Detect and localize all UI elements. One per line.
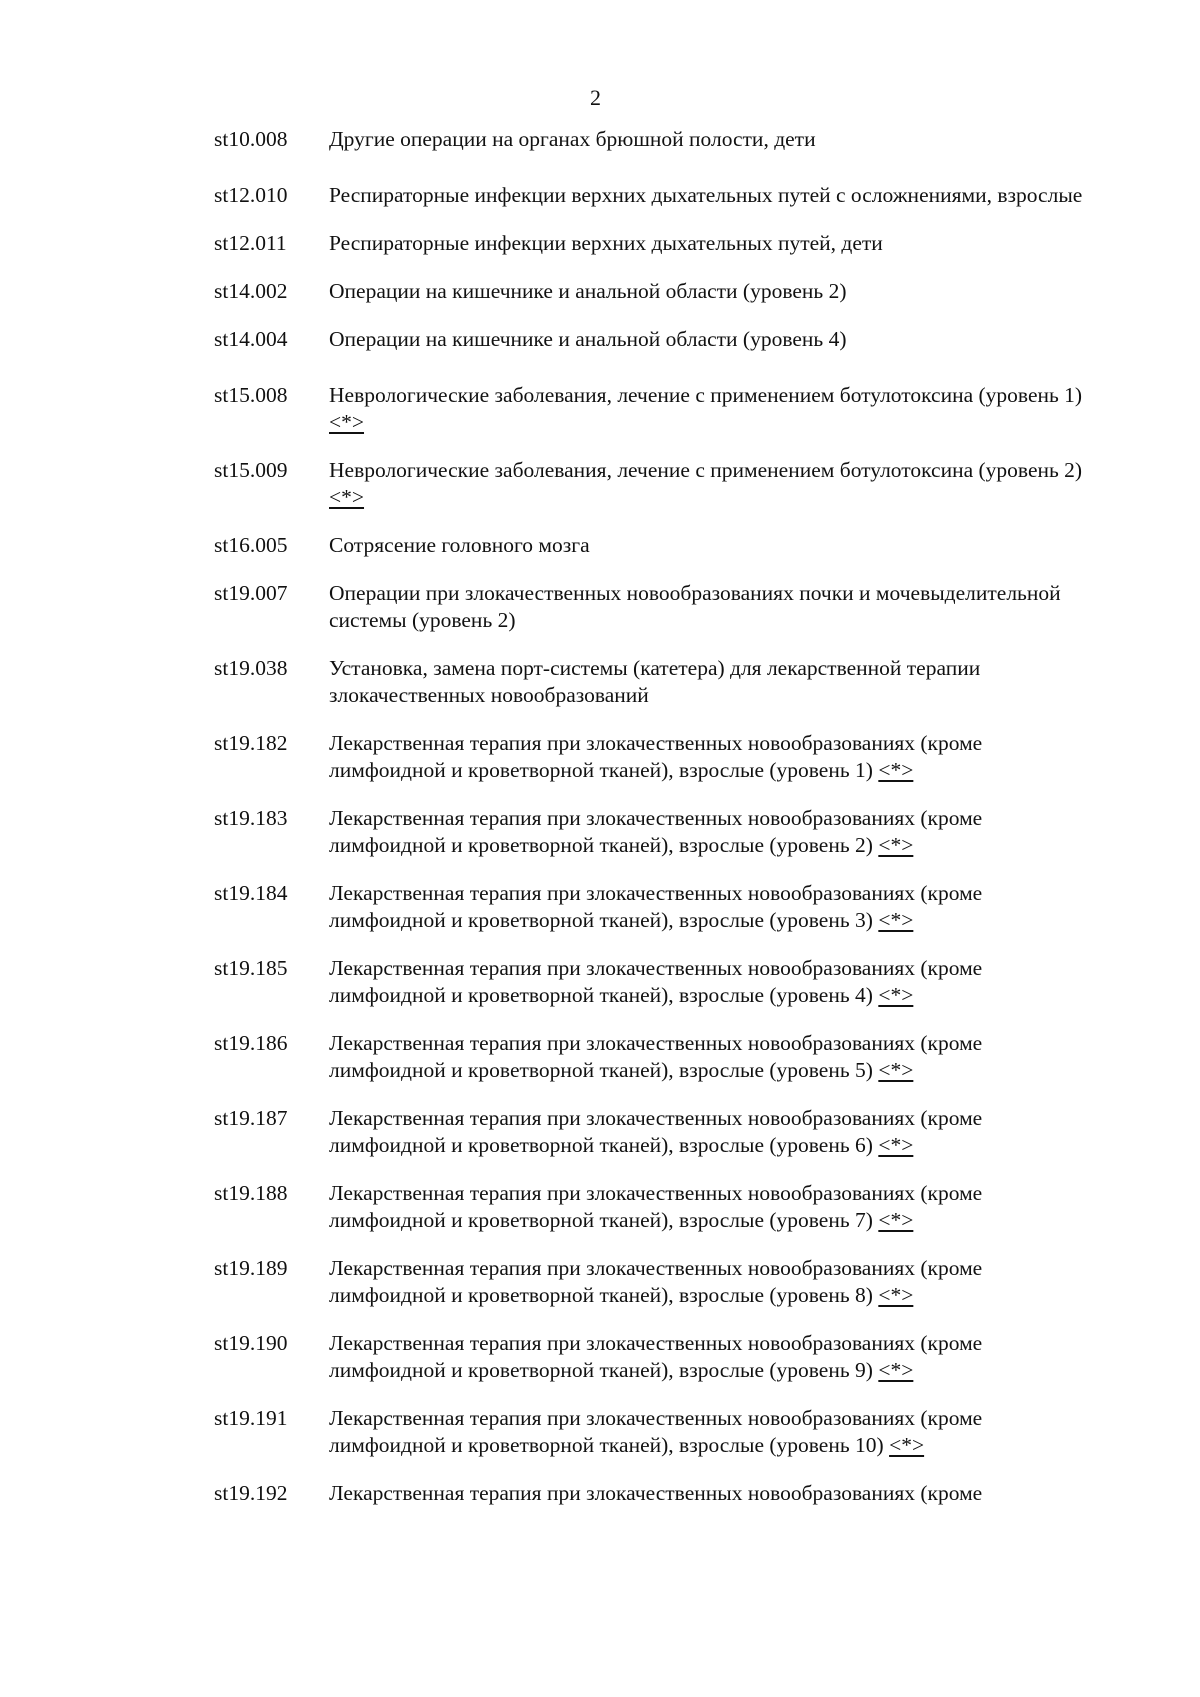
entry-title xyxy=(329,1180,1094,1234)
list-item xyxy=(214,278,1094,305)
entry-title-text: Неврологические заболевания, лечение с применением ботулотоксина (уровень 1) xyxy=(329,383,1083,407)
entry-title xyxy=(329,1105,1094,1159)
list-item xyxy=(214,532,1094,559)
entry-list xyxy=(214,126,1094,1507)
entry-title-text: Операции на кишечнике и анальной области (уровень 4) xyxy=(329,327,847,351)
entry-title-text: Лекарственная терапия при злокачественных новообразованиях (кроме лимфоидной и кроветворной тканей), взрослые (уровень 3) xyxy=(329,881,983,932)
entry-title-text: Лекарственная терапия при злокачественных новообразованиях (кроме лимфоидной и кроветворной тканей), взрослые (уровень 4) xyxy=(329,956,983,1007)
list-item xyxy=(214,1180,1094,1234)
entry-title-text: Лекарственная терапия при злокачественных новообразованиях (кроме лимфоидной и кроветворной тканей), взрослые (уровень 5) xyxy=(329,1031,983,1082)
entry-title xyxy=(329,730,1094,784)
entry-code: st12.011 xyxy=(214,231,287,255)
entry-title-text: Сотрясение головного мозга xyxy=(329,533,590,557)
list-item xyxy=(214,230,1094,257)
entry-title xyxy=(329,532,1094,559)
entry-title xyxy=(329,457,1094,511)
entry-code: st15.009 xyxy=(214,458,288,482)
footnote-link[interactable]: <*> xyxy=(878,1058,914,1082)
entry-title xyxy=(329,278,1094,305)
entry-title-text: Лекарственная терапия при злокачественных новообразованиях (кроме лимфоидной и кроветворной тканей), взрослые (уровень 9) xyxy=(329,1331,983,1382)
entry-title xyxy=(329,1480,1094,1507)
page-number xyxy=(75,84,1200,112)
entry-title xyxy=(329,1030,1094,1084)
entry-title-text: Лекарственная терапия при злокачественных новообразованиях (кроме лимфоидной и кроветворной тканей), взрослые (уровень 7) xyxy=(329,1181,983,1232)
entry-code: st19.186 xyxy=(214,1031,288,1055)
list-item xyxy=(214,1405,1094,1459)
list-item xyxy=(214,1330,1094,1384)
entry-title xyxy=(329,326,1094,353)
entry-code: st19.007 xyxy=(214,581,288,605)
entry-title xyxy=(329,955,1094,1009)
entry-code: st19.192 xyxy=(214,1481,288,1505)
list-item xyxy=(214,805,1094,859)
list-item xyxy=(214,382,1094,436)
entry-title-text: Респираторные инфекции верхних дыхательных путей, дети xyxy=(329,231,883,255)
footnote-link[interactable]: <*> xyxy=(889,1433,925,1457)
entry-title xyxy=(329,1330,1094,1384)
footnote-link[interactable]: <*> xyxy=(878,908,914,932)
list-item xyxy=(214,730,1094,784)
entry-code: st14.004 xyxy=(214,327,288,351)
entry-title-text: Лекарственная терапия при злокачественных новообразованиях (кроме лимфоидной и кроветворной тканей), взрослые (уровень 6) xyxy=(329,1106,983,1157)
entry-title-text: Лекарственная терапия при злокачественных новообразованиях (кроме xyxy=(329,1481,983,1505)
entry-code: st19.188 xyxy=(214,1181,288,1205)
entry-title-text: Лекарственная терапия при злокачественных новообразованиях (кроме лимфоидной и кроветворной тканей), взрослые (уровень 8) xyxy=(329,1256,983,1307)
entry-code: st19.190 xyxy=(214,1331,288,1355)
footnote-link[interactable]: <*> xyxy=(878,1208,914,1232)
entry-title xyxy=(329,182,1094,209)
list-item xyxy=(214,126,1094,153)
list-item xyxy=(214,1105,1094,1159)
list-item xyxy=(214,1255,1094,1309)
list-item xyxy=(214,1480,1094,1507)
entry-code: st12.010 xyxy=(214,183,288,207)
list-item xyxy=(214,655,1094,709)
entry-code: st10.008 xyxy=(214,127,288,151)
footnote-link[interactable]: <*> xyxy=(878,1283,914,1307)
list-item xyxy=(214,1030,1094,1084)
entry-code: st19.184 xyxy=(214,881,288,905)
entry-title xyxy=(329,580,1094,634)
entry-title-text: Операции на кишечнике и анальной области (уровень 2) xyxy=(329,279,847,303)
entry-code: st14.002 xyxy=(214,279,288,303)
entry-title xyxy=(329,382,1094,436)
entry-title-text: Лекарственная терапия при злокачественных новообразованиях (кроме лимфоидной и кроветворной тканей), взрослые (уровень 10) xyxy=(329,1406,983,1457)
entry-title-text: Неврологические заболевания, лечение с применением ботулотоксина (уровень 2) xyxy=(329,458,1083,482)
entry-code: st15.008 xyxy=(214,383,288,407)
entry-title xyxy=(329,230,1094,257)
entry-code: st19.183 xyxy=(214,806,288,830)
list-item xyxy=(214,326,1094,353)
entry-title-text: Установка, замена порт-системы (катетера) для лекарственной терапии злокачественных новообразований xyxy=(329,656,981,707)
entry-code: st19.189 xyxy=(214,1256,288,1280)
footnote-link[interactable]: <*> xyxy=(878,1358,914,1382)
list-item xyxy=(214,955,1094,1009)
entry-title xyxy=(329,880,1094,934)
entry-title-text: Операции при злокачественных новообразованиях почки и мочевыделительной системы (уровень 2) xyxy=(329,581,1061,632)
footnote-link[interactable]: <*> xyxy=(878,983,914,1007)
entry-title-text: Респираторные инфекции верхних дыхательных путей с осложнениями, взрослые xyxy=(329,183,1083,207)
entry-title xyxy=(329,1405,1094,1459)
entry-code: st19.191 xyxy=(214,1406,288,1430)
entry-code: st19.038 xyxy=(214,656,288,680)
entry-code: st19.185 xyxy=(214,956,288,980)
footnote-link[interactable]: <*> xyxy=(878,758,914,782)
entry-title xyxy=(329,805,1094,859)
entry-title-text: Лекарственная терапия при злокачественных новообразованиях (кроме лимфоидной и кроветворной тканей), взрослые (уровень 1) xyxy=(329,731,983,782)
entry-title xyxy=(329,655,1094,709)
list-item xyxy=(214,457,1094,511)
entry-code: st16.005 xyxy=(214,533,288,557)
list-item xyxy=(214,880,1094,934)
footnote-link[interactable]: <*> xyxy=(878,1133,914,1157)
entry-code: st19.182 xyxy=(214,731,288,755)
entry-title-text: Другие операции на органах брюшной полости, дети xyxy=(329,127,816,151)
entry-title-text: Лекарственная терапия при злокачественных новообразованиях (кроме лимфоидной и кроветворной тканей), взрослые (уровень 2) xyxy=(329,806,983,857)
list-item xyxy=(214,182,1094,209)
entry-code: st19.187 xyxy=(214,1106,288,1130)
list-item xyxy=(214,580,1094,634)
footnote-link[interactable]: <*> xyxy=(329,410,365,434)
page-number-text: 2 xyxy=(590,85,601,110)
entry-title xyxy=(329,1255,1094,1309)
footnote-link[interactable]: <*> xyxy=(329,485,365,509)
entry-title xyxy=(329,126,1094,153)
footnote-link[interactable]: <*> xyxy=(878,833,914,857)
